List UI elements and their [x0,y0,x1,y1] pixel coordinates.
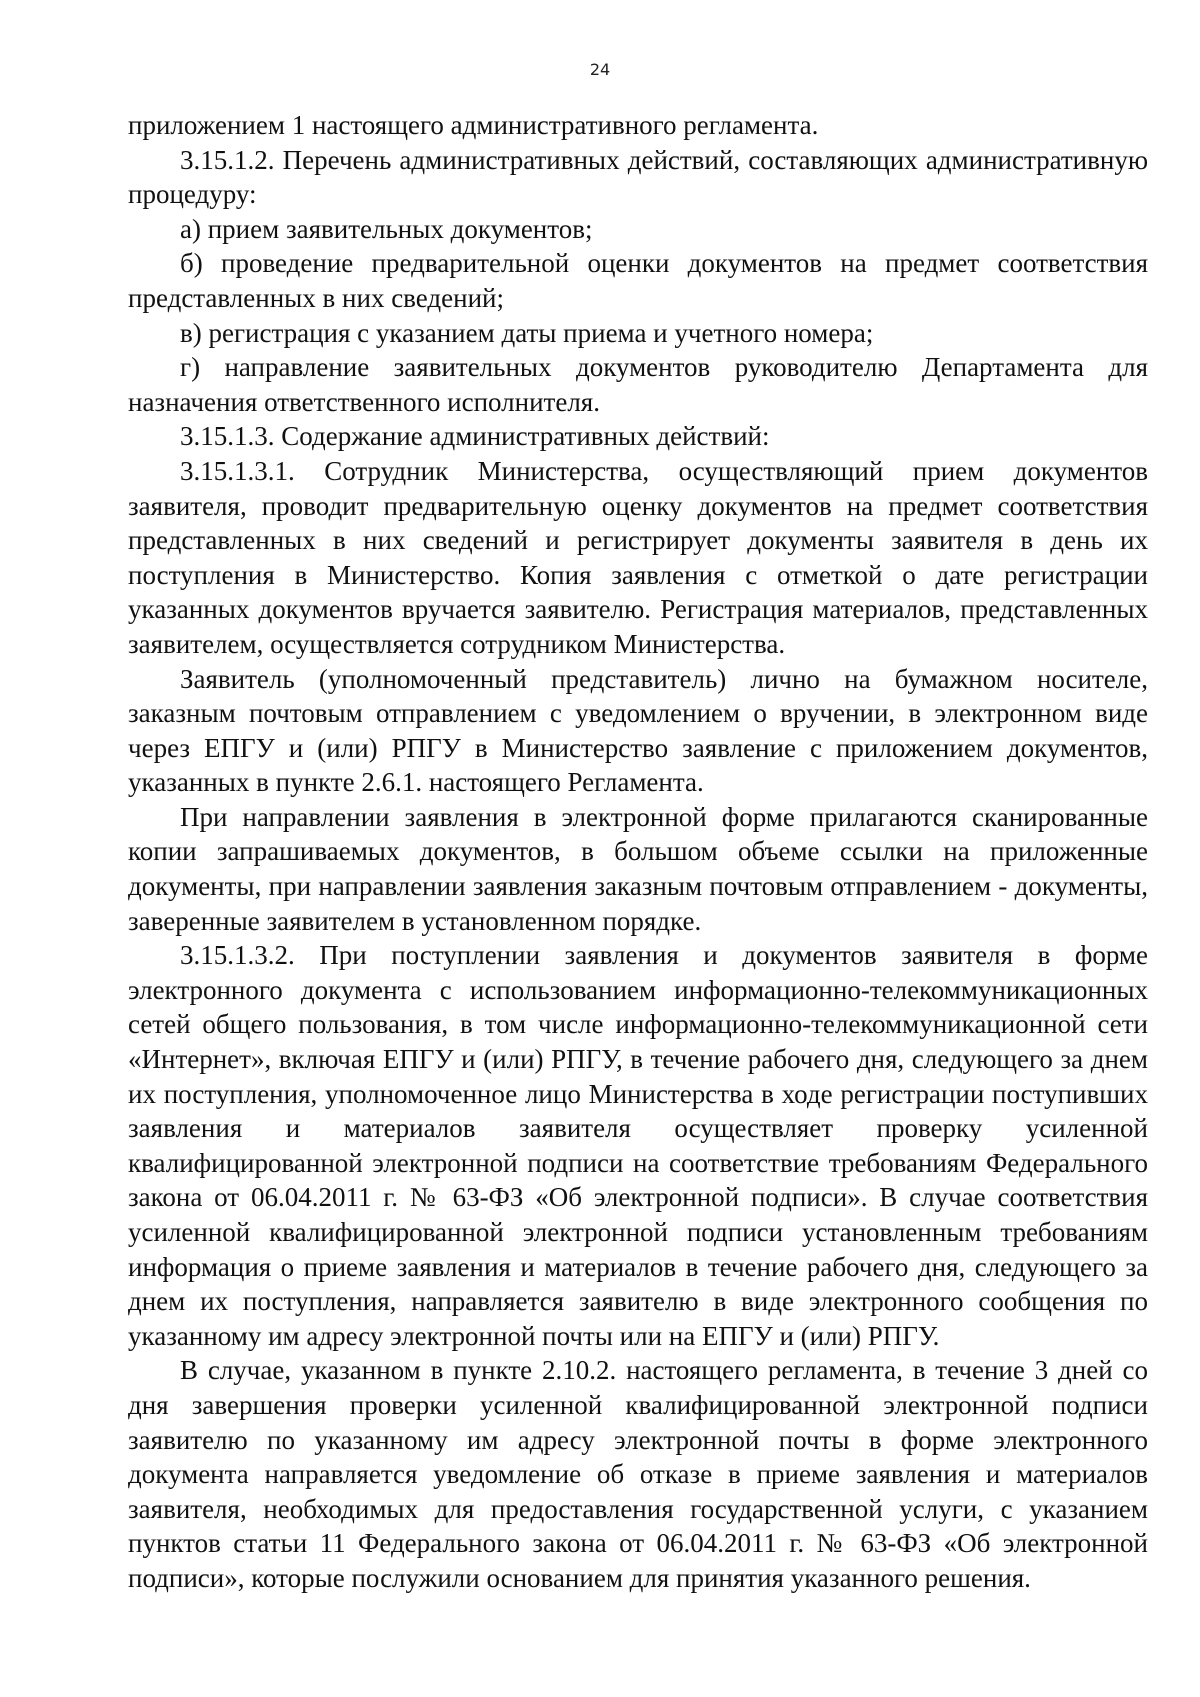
paragraph-3-15-1-3-2: 3.15.1.3.2. При поступлении заявления и документов заявителя в форме электронного документа с использованием информационно-телекоммуникационных сетей общего пользования, в том числе информационно-телекоммуникационной сети «Интернет», включая ЕПГУ и (или) РПГУ, в течение рабочего дня, следующего за днем их поступления, уполномоченное лицо Министерства в ходе регистрации поступивших заявления и материалов заявителя осуществляет проверку усиленной квалифицированной электронной подписи на соответствие требованиям Федерального закона от 06.04.2011 г. № 63-ФЗ «Об электронной подписи». В случае соответствия усиленной квалифицированной электронной подписи установленным требованиям информация о приеме заявления и материалов в течение рабочего дня, следующего за днем их поступления, направляется заявителю в виде электронного сообщения по указанному им адресу электронной почты или на ЕПГУ и (или) РПГУ. [128,940,1148,1351]
list-item-g: г) направление заявительных документов руководителю Департамента для назначения ответственного исполнителя. [128,352,1148,417]
paragraph-applicant: Заявитель (уполномоченный представитель) лично на бумажном носителе, заказным почтовым отправлением с уведомлением о вручении, в электронном виде через ЕПГУ и (или) РПГУ в Министерство заявление с приложением документов, указанных в пункте 2.6.1. настоящего Регламента. [128,663,1148,798]
list-item-a: а) прием заявительных документов; [180,213,593,244]
document-body [128,108,1148,1596]
paragraph-3-15-1-3-1: 3.15.1.3.1. Сотрудник Министерства, осуществляющий прием документов заявителя, проводит предварительную оценку документов на предмет соответствия представленных в них сведений и регистрирует документы заявителя в день их поступления в Министерство. Копия заявления с отметкой о дате регистрации указанных документов вручается заявителю. Регистрация материалов, представленных заявителем, осуществляется сотрудником Министерства. [128,455,1148,659]
paragraph-3-15-1-3: 3.15.1.3. Содержание административных действий: [180,421,770,452]
list-item-v: в) регистрация с указанием даты приема и учетного номера; [180,317,874,348]
paragraph-electronic-form: При направлении заявления в электронной форме прилагаются сканированные копии запрашиваемых документов, в большом объеме ссылки на приложенные документы, при направлении заявления заказным почтовым отправлением - документы, заверенные заявителем в установленном порядке. [128,801,1148,936]
page-number: 24 [589,60,611,79]
paragraph-refusal-case: В случае, указанном в пункте 2.10.2. настоящего регламента, в течение 3 дней со дня завершения проверки усиленной квалифицированной электронной подписи заявителю по указанному им адресу электронной почты в форме электронного документа направляется уведомление об отказе в приеме заявления и материалов заявителя, необходимых для предоставления государственной услуги, с указанием пунктов статьи 11 Федерального закона от 06.04.2011 г. № 63-ФЗ «Об электронной подписи», которые послужили основанием для принятия указанного решения. [128,1355,1148,1593]
list-item-b: б) проведение предварительной оценки документов на предмет соответствия представленных в них сведений; [128,248,1148,313]
paragraph-continuation: приложением 1 настоящего административного регламента. [128,110,819,140]
paragraph-3-15-1-2: 3.15.1.2. Перечень административных действий, составляющих административную процедуру: [128,144,1148,210]
